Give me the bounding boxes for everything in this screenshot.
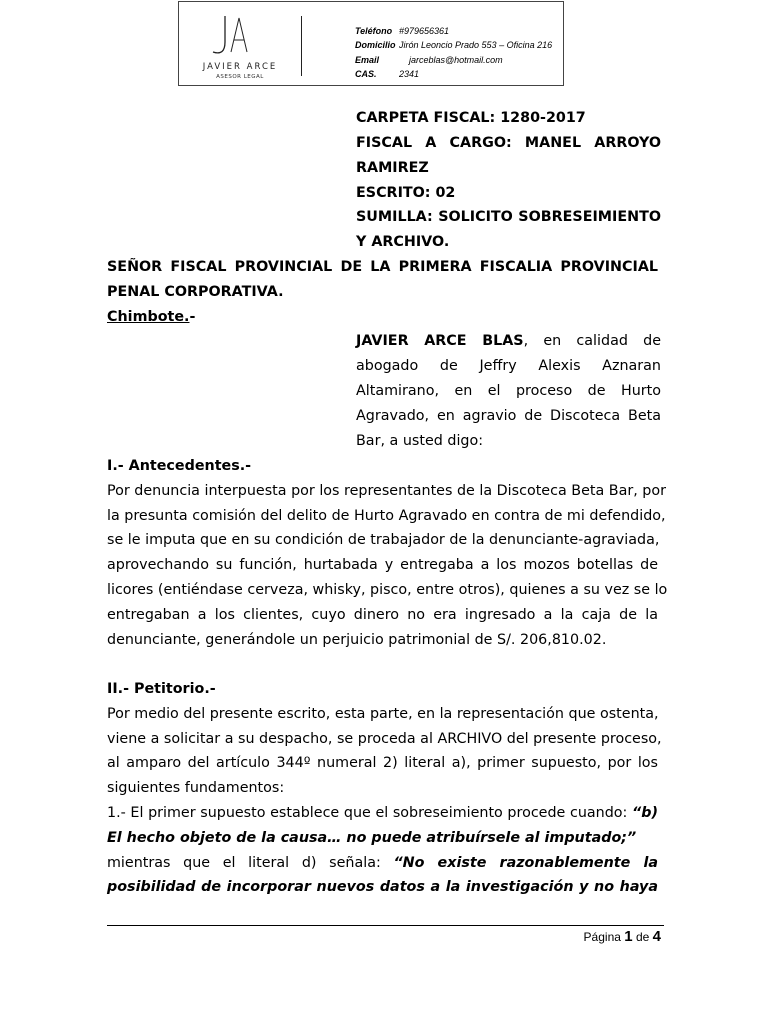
ja-monogram-icon [203,12,263,62]
addressee-cont: PENAL CORPORATIVA. [107,284,284,300]
current-page: 1 [624,928,633,945]
contact-phone [355,24,552,38]
contact-email [355,53,552,67]
body-line [107,851,658,876]
body-text: 1.- El primer supuesto establece que el sobreseimiento procede cuando: [107,805,633,821]
sumilla: SUMILLA: SOLICITO SOBRESEIMIENTO [356,209,661,225]
quote-text: “No existe razonablemente la [393,855,658,871]
quote-line: posibilidad de incorporar nuevos datos a la investigación y no haya [107,879,658,895]
logo [181,2,299,86]
total-pages: 4 [652,928,661,945]
escrito-number: ESCRITO: 02 [356,185,456,201]
contact-info [355,24,552,81]
intro-line: abogado de Jeffry Alexis Aznaran [356,358,661,374]
of-word: de [635,930,650,944]
letterhead-divider [301,16,302,76]
body-line: Por medio del presente escrito, esta parte, en la representación que ostenta, [107,706,659,722]
page-word: Página [583,930,621,944]
contact-value: jarceblas@hotmail.com [409,54,503,65]
intro-line: Altamirano, en el proceso de Hurto [356,383,661,399]
contact-value: #979656361 [399,26,450,36]
letterhead [178,1,564,86]
carpeta-fiscal: CARPETA FISCAL: 1280-2017 [356,110,586,126]
logo-name: JAVIER ARCE [202,62,278,72]
body-line: Por denuncia interpuesta por los representantes de la Discoteca Beta Bar, por [107,483,667,499]
quote-line: El hecho objeto de la causa… no puede atribuírsele al imputado;” [107,830,637,846]
intro-line [356,329,661,354]
sumilla-cont: Y ARCHIVO. [356,234,450,250]
footer-rule [107,925,664,926]
body-line [107,801,658,826]
body-line: entregaban a los clientes, cuyo dinero no era ingresado a la caja de la [107,607,658,623]
contact-label: Email [355,54,380,65]
body-line: licores (entiéndase cerveza, whisky, pisco, entre otros), quienes a su vez se lo [107,582,668,598]
section-heading-antecedentes: I.- Antecedentes.- [107,458,252,474]
lawyer-name: JAVIER ARCE BLAS [356,333,524,349]
page-number [584,928,661,945]
addressee: SEÑOR FISCAL PROVINCIAL DE LA PRIMERA FISCALIA PROVINCIAL [107,259,658,275]
contact-label: Teléfono [355,26,393,36]
body-line: al amparo del artículo 344º numeral 2) literal a), primer supuesto, por los [107,755,658,771]
body-line: se le imputa que en su condición de trabajador de la denunciante-agraviada, [107,532,660,548]
contact-value: 2341 [399,68,420,79]
fiscal-a-cargo-cont: RAMIREZ [356,160,429,176]
contact-value: Jirón Leoncio Prado 553 – Oficina 216 [399,40,553,51]
city-suffix: - [189,309,196,325]
fiscal-a-cargo: FISCAL A CARGO: MANEL ARROYO [356,135,661,151]
body-line: la presunta comisión del delito de Hurto Agravado en contra de mi defendido, [107,508,666,524]
contact-label: CAS. [355,68,377,79]
contact-cas [355,67,552,81]
city-name: Chimbote. [107,309,190,325]
body-line: aprovechando su función, hurtabada y entregaba a los mozos botellas de [107,557,658,573]
contact-address [355,38,552,52]
logo-subtitle: ASESOR LEGAL [216,74,264,80]
body-line: viene a solicitar a su despacho, se proceda al ARCHIVO del presente proceso, [107,731,662,747]
contact-label: Domicilio [355,40,396,51]
section-heading-petitorio: II.- Petitorio.- [107,681,216,697]
body-text: mientras que el literal d) señala: [107,855,394,871]
intro-line: Agravado, en agravio de Discoteca Beta [356,408,661,424]
body-line: denunciante, generándole un perjuicio patrimonial de S/. 206,810.02. [107,632,607,648]
addressee-city [107,305,658,330]
quote-text: “b) [632,805,658,821]
intro-line: Bar, a usted digo: [356,433,484,449]
intro-text: , en calidad de [523,333,662,349]
body-line: siguientes fundamentos: [107,780,285,796]
